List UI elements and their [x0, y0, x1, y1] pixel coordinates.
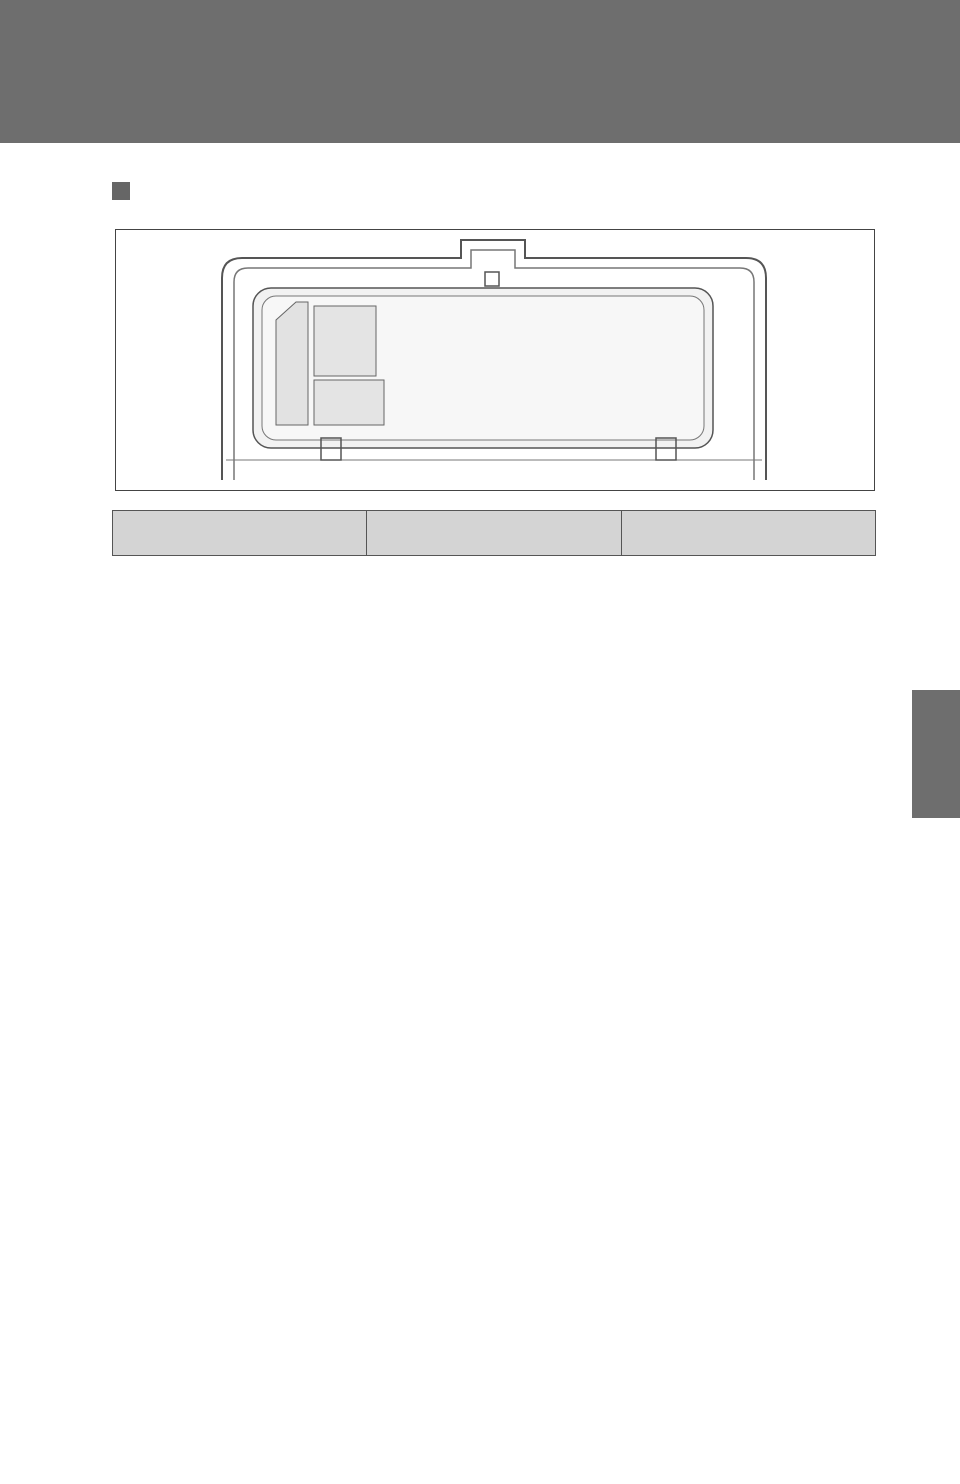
header-fuse: [113, 511, 367, 556]
header-circuit: [621, 511, 875, 556]
square-bullet-icon: [112, 182, 130, 200]
chapter-label: [916, 828, 956, 1038]
chapter-tab: [912, 690, 960, 818]
table-header-row: [113, 511, 876, 556]
header-ampere: [367, 511, 621, 556]
fuse-box-diagram: [115, 229, 875, 491]
fuse-box-illustration: [116, 230, 874, 490]
section-heading: [112, 178, 140, 206]
fuse-table: [112, 510, 876, 556]
page-header: [0, 0, 960, 143]
